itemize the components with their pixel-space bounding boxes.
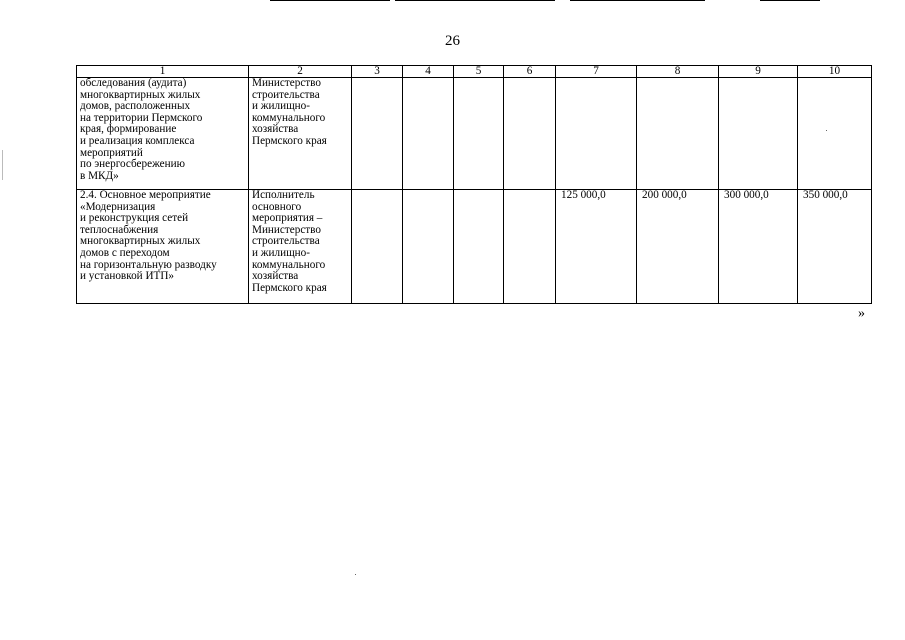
value-cell-col6 [504,78,556,190]
text-line: основного [252,200,302,213]
value-cell-col9: 300 000,0 [719,190,798,304]
text-line: по энергосбережению [80,158,185,171]
text-line: и реализация комплекса [80,134,195,147]
text-line: на горизонтальную разводку [80,258,217,271]
text-line: Исполнитель [252,189,315,201]
text-line: строительства [252,88,320,101]
value-cell-col3 [352,78,403,190]
page-number: 26 [445,33,460,49]
text-line: и реконструкция сетей [80,212,189,225]
text-line: Министерство [252,77,321,89]
text-line: мероприятия – [252,212,323,225]
table-row [77,78,872,190]
activity-name-cell [77,78,249,190]
text-line: строительства [252,235,320,248]
column-header: 10 [798,66,872,78]
text-line: теплоснабжения [80,223,159,236]
top-rule-3 [570,0,705,1]
text-line: домов, расположенных [80,100,191,113]
value-cell-col5 [454,190,504,304]
text-line: и жилищно- [252,100,310,113]
text-line: Министерство [252,223,321,236]
value-cell-col10: 350 000,0 [798,190,872,304]
text-line: Пермского края [252,134,327,147]
column-header: 1 [77,66,249,78]
top-rule-4 [760,0,820,1]
column-header: 2 [249,66,352,78]
column-header: 5 [454,66,504,78]
text-line: на территории Пермского [80,111,203,124]
value-cell-col6 [504,190,556,304]
value-cell-col4 [403,190,454,304]
text-line: и жилищно- [252,246,310,259]
value-cell-col9 [719,78,798,190]
value-cell-col8 [637,78,719,190]
text-line: многоквартирных жилых [80,88,201,101]
table-header-row [77,66,872,78]
text-line: коммунального [252,258,326,271]
text-line: многоквартирных жилых [80,235,201,248]
top-rule-1 [270,0,390,1]
activity-name-cell [77,190,249,304]
text-line: хозяйства [252,270,299,283]
column-header: 7 [556,66,637,78]
program-table [76,65,872,304]
column-header: 9 [719,66,798,78]
executor-cell [249,190,352,304]
executor-cell [249,78,352,190]
text-line: хозяйства [252,123,299,136]
text-line: края, формирование [80,123,177,136]
value-cell-col8: 200 000,0 [637,190,719,304]
closing-quote: » [858,306,865,321]
table-row [77,190,872,304]
value-cell-col7 [556,78,637,190]
text-line: и установкой ИТП» [80,270,175,283]
column-header: 3 [352,66,403,78]
column-header: 4 [403,66,454,78]
top-rule-2 [395,0,555,1]
text-line: 2.4. Основное мероприятие [80,189,211,201]
column-header: 8 [637,66,719,78]
text-line: Пермского края [252,281,327,294]
text-line: «Модернизация [80,200,156,213]
text-line: обследования (аудита) [80,77,187,89]
scan-speck [826,130,827,131]
text-line: коммунального [252,111,326,124]
value-cell-col4 [403,78,454,190]
value-cell-col7: 125 000,0 [556,190,637,304]
scan-speck [2,150,3,180]
text-line: домов с переходом [80,246,170,259]
value-cell-col3 [352,190,403,304]
scan-speck [355,574,356,575]
text-line: в МКД» [80,169,119,182]
text-line: мероприятий [80,146,143,159]
value-cell-col10 [798,78,872,190]
value-cell-col5 [454,78,504,190]
column-header: 6 [504,66,556,78]
